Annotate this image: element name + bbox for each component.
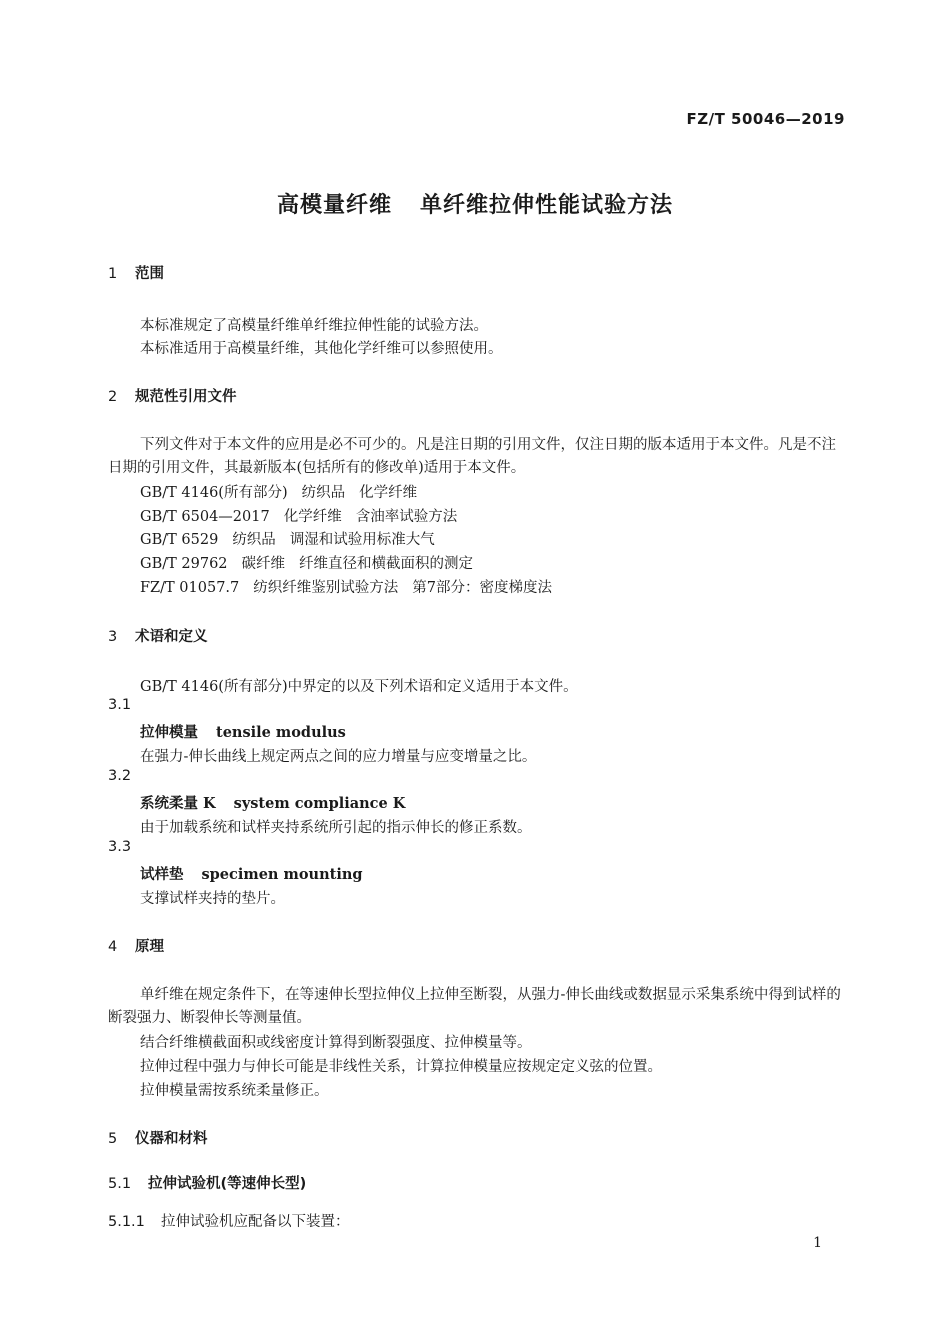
standard-code: FZ/T 50046—2019	[686, 110, 845, 128]
section-5-heading: 5 仪器和材料	[108, 1131, 208, 1147]
section-1-para-1: 本标准规定了高模量纤维单纤维拉伸性能的试验方法。	[140, 318, 488, 334]
section-1-para-2: 本标准适用于高模量纤维，其他化学纤维可以参照使用。	[140, 341, 503, 357]
section-4-heading: 4 原理	[108, 939, 164, 955]
section-4-para-4: 拉伸模量需按系统柔量修正。	[140, 1083, 329, 1099]
title-part2: 单纤维拉伸性能试验方法	[420, 193, 674, 218]
page-number: 1	[813, 1235, 822, 1251]
reference-item: GB/T 6504—2017 化学纤维 含油率试验方法	[140, 509, 458, 525]
term-number: 3.2	[108, 768, 132, 784]
section-4-para-1: 单纤维在规定条件下，在等速伸长型拉伸仪上拉伸至断裂，从强力-伸长曲线或数据显示采集系统中得到试样的断裂强力、断裂伸长等测量值。	[108, 987, 841, 1026]
title-part1: 高模量纤维	[276, 193, 392, 218]
document-title	[0, 188, 950, 219]
section-4-para-3: 拉伸过程中强力与伸长可能是非线性关系，计算拉伸模量应按规定定义弦的位置。	[140, 1059, 662, 1075]
term-definition: 由于加载系统和试样夹持系统所引起的指示伸长的修正系数。	[140, 820, 532, 836]
section-3-heading: 3 术语和定义	[108, 629, 208, 645]
reference-item: FZ/T 01057.7 纺织纤维鉴别试验方法 第7部分：密度梯度法	[140, 580, 552, 596]
section-2-intro: 下列文件对于本文件的应用是必不可少的。凡是注日期的引用文件，仅注日期的版本适用于本文件。凡是不注日期的引用文件，其最新版本(包括所有的修改单)适用于本文件。	[108, 437, 836, 476]
reference-item: GB/T 29762 碳纤维 纤维直径和横截面积的测定	[140, 556, 474, 572]
term-heading: 系统柔量 K system compliance K	[140, 795, 406, 812]
reference-item: GB/T 6529 纺织品 调湿和试验用标准大气	[140, 532, 435, 548]
reference-item: GB/T 4146(所有部分) 纺织品 化学纤维	[140, 485, 418, 501]
section-3-intro: GB/T 4146(所有部分)中界定的以及下列术语和定义适用于本文件。	[140, 679, 578, 695]
section-1-heading: 1 范围	[108, 266, 164, 282]
section-4-para-2: 结合纤维横截面积或线密度计算得到断裂强度、拉伸模量等。	[140, 1035, 532, 1051]
section-2-heading: 2 规范性引用文件	[108, 389, 237, 405]
term-number: 3.1	[108, 697, 132, 713]
term-number: 3.3	[108, 839, 132, 855]
term-heading: 拉伸模量 tensile modulus	[140, 724, 346, 741]
term-definition: 支撑试样夹持的垫片。	[140, 891, 285, 907]
term-definition: 在强力-伸长曲线上规定两点之间的应力增量与应变增量之比。	[140, 749, 537, 765]
section-5-1-heading: 5.1 拉伸试验机(等速伸长型)	[108, 1176, 307, 1192]
term-heading: 试样垫 specimen mounting	[140, 866, 363, 883]
section-5-1-1: 5.1.1 拉伸试验机应配备以下装置：	[108, 1214, 350, 1230]
